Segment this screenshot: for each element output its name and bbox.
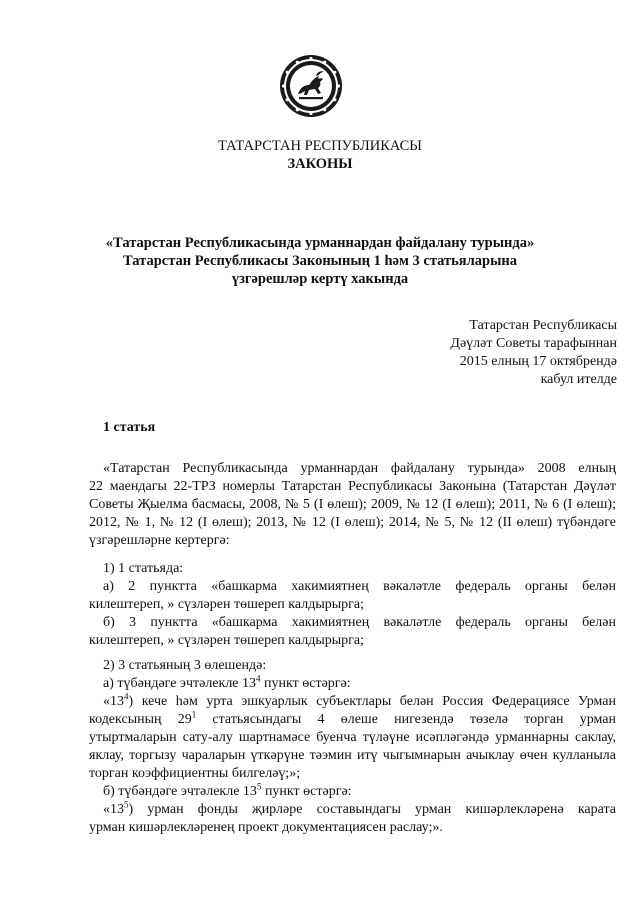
point-2-a <box>89 675 616 693</box>
text-span: «13 <box>103 694 124 709</box>
point-2-a-quote-line <box>89 711 616 729</box>
adoption-line: кабул ителде <box>540 372 617 387</box>
text-span: пункт өстәргә: <box>260 676 351 691</box>
intro-line: 22 маендагы 22-ТРЗ номерлы Татарстан Республикасы Законына (Татарстан Дәүләт <box>89 479 616 494</box>
article-intro <box>89 460 616 550</box>
tatarstan-emblem-icon <box>279 54 343 118</box>
point-1-b-line: килештереп, » сүзләрен төшереп калдырырга; <box>89 633 364 648</box>
point-1 <box>89 560 616 650</box>
title-line-3: үзгәрешләр кертү хакында <box>231 271 409 287</box>
superscript: 4 <box>256 675 261 684</box>
title-line-1: «Татарстан Республикасында урманнардан файдалану турында» <box>105 235 535 251</box>
adoption-block <box>450 317 617 389</box>
text-span: ) урман фонды җирләре составындагы урман кишәрлекләренә карата <box>128 802 616 817</box>
text-span: б) түбәндәге эчтәлекле 13 <box>103 784 257 799</box>
point-2-b <box>89 783 616 801</box>
point-1-a-line: а) 2 пунктта «башкарма хакимиятнең вәкаләтле федераль органы белән <box>103 579 616 594</box>
superscript: 5 <box>256 783 262 792</box>
point-2 <box>89 657 616 837</box>
text-span: пункт өстәргә: <box>261 784 352 799</box>
header-law: ЗАКОНЫ <box>287 156 353 172</box>
point-1-a-line: килештереп, » сүзләрен төшереп калдырырга; <box>89 597 364 612</box>
intro-line: 2012, № 1, № 12 (I өлеш); 2013, № 12 (I өлеш); 2014, № 5, № 12 (II өлеш) түбәндәге <box>89 515 616 530</box>
point-2-b-quote-line <box>89 801 616 819</box>
point-2-a-quote-line: яклау, торгызу чараларын үткәрүне тәэмин итү чыгымнарын ачыклау өчен кулланыла <box>89 748 616 763</box>
text-span: «13 <box>103 802 124 817</box>
text-span: а) түбәндәге эчтәлекле 13 <box>103 676 257 691</box>
adoption-line: 2015 елның 17 октябрендә <box>459 354 617 369</box>
adoption-line: Дәүләт Советы тарафыннан <box>450 336 617 351</box>
point-2-a-quote-line <box>89 693 616 711</box>
point-2-a-quote-line: утыртмаларын сату-алу шартнамәсе буенча түләүне исәпләгәндә урманнарны саклау, <box>89 730 616 745</box>
point-2-head: 2) 3 статьяның 3 өлешендә: <box>103 658 267 673</box>
point-1-b-line: б) 3 пунктта «башкарма хакимиятнең вәкаләтле федераль органы белән <box>103 615 616 630</box>
point-1-head: 1) 1 статьяда: <box>103 561 184 576</box>
article-heading: 1 статья <box>103 420 156 435</box>
superscript: 5 <box>124 801 129 810</box>
point-2-b-quote-line: урман кишәрлекләренең проект документациясен раслау;». <box>89 820 443 835</box>
point-2-a-quote-line: торган коэффициентны билгеләү;»; <box>89 766 301 781</box>
text-span: ) кече һәм урта эшкуарлык субъектлары белән Россия Федерациясе Урман <box>128 694 616 709</box>
intro-line: «Татарстан Республикасында урманнардан файдалану турында» 2008 елның <box>103 461 616 476</box>
intro-line: Советы Җыелма басмасы, 2008, № 5 (I өлеш); 2009, № 12 (I өлеш); 2011, № 6 (I өлеш); <box>89 497 616 512</box>
adoption-line: Татарстан Республикасы <box>469 318 617 333</box>
title-line-2: Татарстан Республикасы Законының 1 һәм 3 статьяларына <box>122 253 518 269</box>
superscript: 4 <box>124 693 129 702</box>
text-span: статьясындагы 4 өлеше нигезендә төзелә торган урман <box>196 712 616 727</box>
text-span: кодексының 29 <box>89 712 192 727</box>
superscript: 1 <box>191 711 197 720</box>
intro-line: үзгәрешләрне кертергә: <box>89 533 230 548</box>
header-republic: ТАТАРСТАН РЕСПУБЛИКАСЫ <box>218 138 422 154</box>
